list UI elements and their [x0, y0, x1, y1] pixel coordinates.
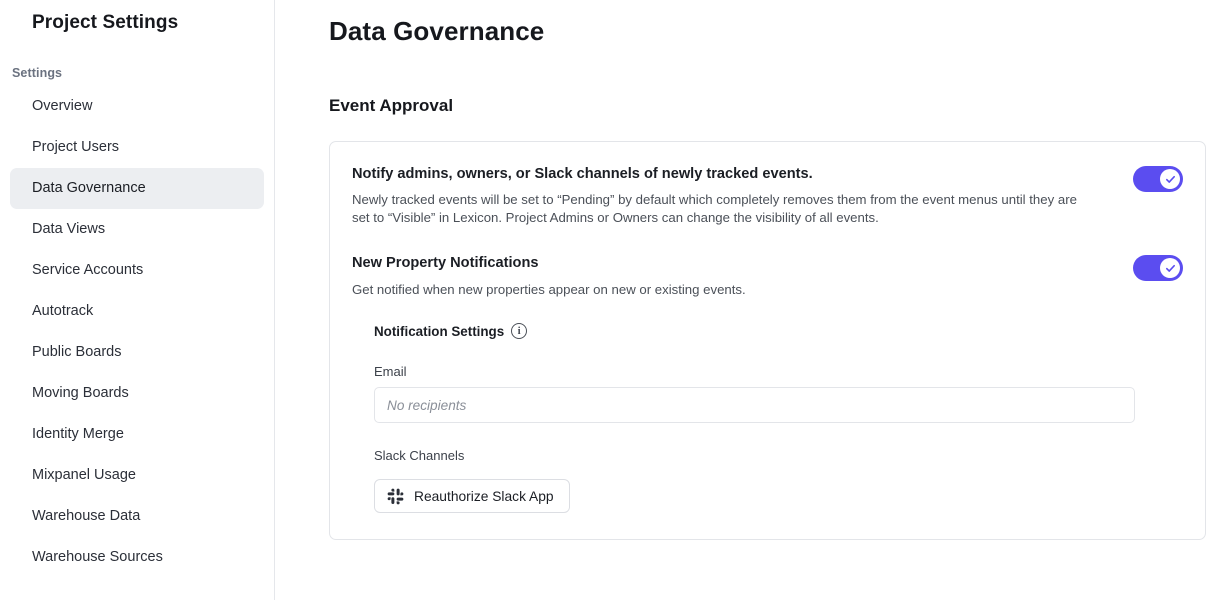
- slack-channels-label: Slack Channels: [374, 448, 465, 463]
- toggle-knob: [1160, 169, 1180, 189]
- sidebar-item-moving-boards[interactable]: Moving Boards: [32, 385, 129, 401]
- sidebar-item-data-governance[interactable]: Data Governance: [10, 168, 264, 209]
- new-property-notifications-toggle[interactable]: [1133, 255, 1183, 281]
- section-title-event-approval: Event Approval: [329, 96, 454, 115]
- event-approval-description: Newly tracked events will be set to “Pending” by default which completely removes them from the event menus until they are set to “Visible” in Lexicon. Project Admins or Owners can change the visibility of all events.: [352, 192, 1077, 225]
- new-property-notifications-row: [352, 253, 1183, 299]
- event-approval-text: [352, 164, 1097, 227]
- event-approval-toggle-wrap: [1123, 164, 1183, 192]
- sidebar-item-project-users[interactable]: Project Users: [32, 139, 120, 155]
- new-property-notifications-toggle-wrap: [1123, 253, 1183, 281]
- slack-icon: [387, 488, 404, 505]
- sidebar-item-warehouse-sources[interactable]: Warehouse Sources: [32, 549, 163, 565]
- event-approval-row: [352, 164, 1183, 227]
- page-title: Data Governance: [329, 16, 545, 46]
- sidebar-item-mixpanel-usage[interactable]: Mixpanel Usage: [32, 467, 136, 483]
- sidebar-item-public-boards[interactable]: Public Boards: [32, 344, 122, 360]
- sidebar: [0, 0, 275, 600]
- check-icon: [1165, 263, 1176, 274]
- sidebar-item-data-views[interactable]: Data Views: [32, 221, 106, 237]
- check-icon: [1165, 174, 1176, 185]
- reauthorize-slack-app-button[interactable]: [374, 479, 570, 513]
- reauthorize-slack-app-label: Reauthorize Slack App: [414, 488, 554, 504]
- sidebar-item-service-accounts[interactable]: Service Accounts: [32, 262, 144, 278]
- notification-settings-title: Notification Settings: [374, 323, 505, 339]
- sidebar-item-warehouse-data[interactable]: Warehouse Data: [32, 508, 141, 524]
- email-label: Email: [374, 364, 407, 379]
- new-property-notifications-text: [352, 253, 746, 299]
- event-approval-card: [329, 141, 1206, 540]
- sidebar-section-label: Settings: [12, 66, 63, 80]
- sidebar-nav: [0, 86, 274, 578]
- notification-settings-header: [374, 323, 1183, 339]
- new-property-notifications-title: New Property Notifications: [352, 255, 539, 271]
- main-content: [275, 0, 1217, 600]
- event-approval-toggle[interactable]: [1133, 166, 1183, 192]
- event-approval-title: Notify admins, owners, or Slack channels of newly tracked events.: [352, 166, 813, 182]
- new-property-notifications-description: Get notified when new properties appear on new or existing events.: [352, 282, 746, 297]
- sidebar-item-autotrack[interactable]: Autotrack: [32, 303, 94, 319]
- email-recipients-input[interactable]: [374, 387, 1135, 423]
- toggle-knob: [1160, 258, 1180, 278]
- sidebar-title: Project Settings: [32, 12, 179, 33]
- sidebar-item-overview[interactable]: Overview: [32, 98, 93, 114]
- sidebar-item-identity-merge[interactable]: Identity Merge: [32, 426, 124, 442]
- notification-settings: [352, 323, 1183, 513]
- info-icon[interactable]: i: [511, 323, 527, 339]
